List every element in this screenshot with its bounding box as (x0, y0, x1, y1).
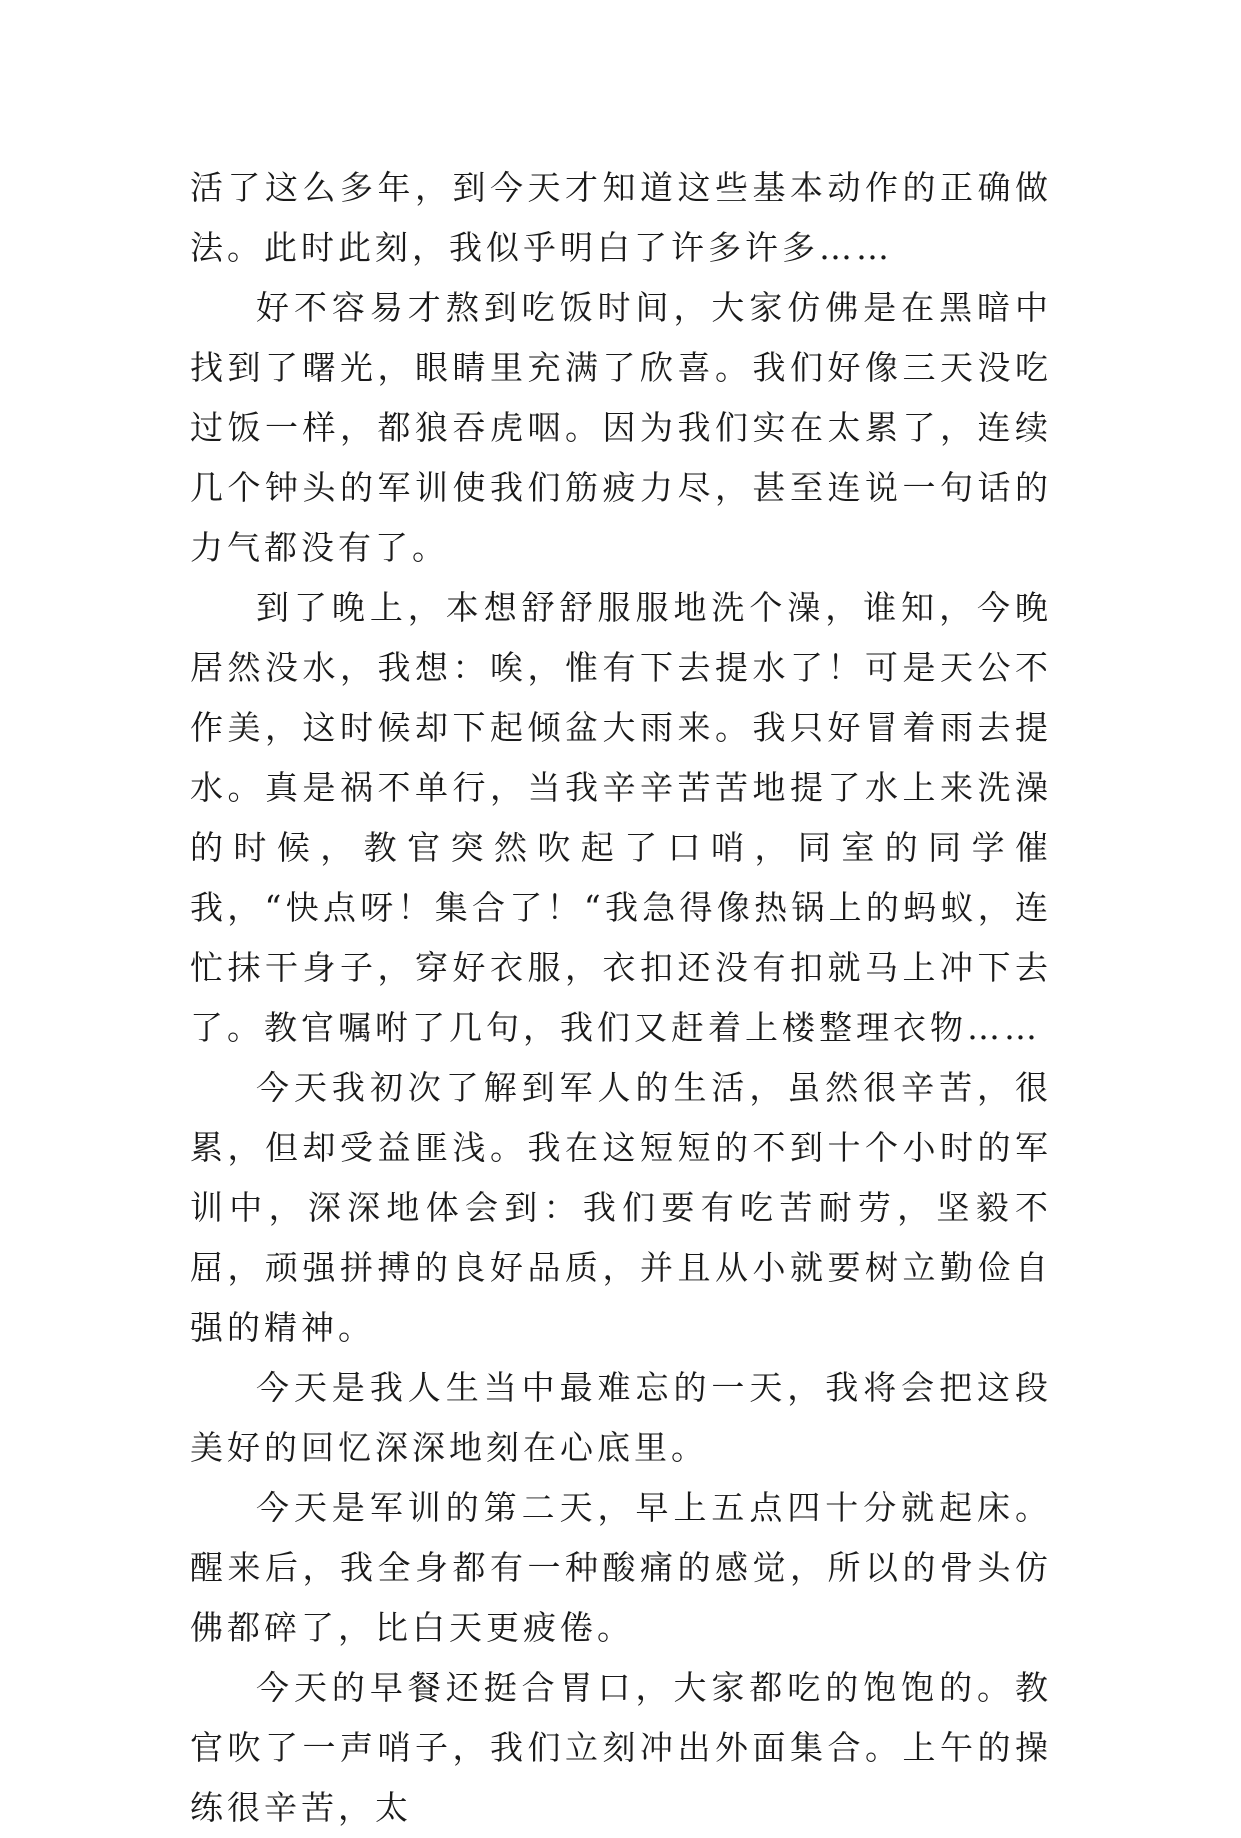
paragraph-4: 今天我初次了解到军人的生活，虽然很辛苦，很累，但却受益匪浅。我在这短短的不到十个小时的军训中，深深地体会到：我们要有吃苦耐劳，坚毅不屈，顽强拼搏的良好品质，并且从小就要树立勤俭自强的精神。 (190, 1068, 1052, 1347)
document-body (190, 158, 1052, 1838)
paragraph-6: 今天是军训的第二天，早上五点四十分就起床。醒来后，我全身都有一种酸痛的感觉，所以的骨头仿佛都碎了，比白天更疲倦。 (190, 1488, 1052, 1647)
paragraph-2: 好不容易才熬到吃饭时间，大家仿佛是在黑暗中找到了曙光，眼睛里充满了欣喜。我们好像三天没吃过饭一样，都狼吞虎咽。因为我们实在太累了，连续几个钟头的军训使我们筋疲力尽，甚至连说一句话的力气都没有了。 (190, 288, 1052, 567)
paragraph-5: 今天是我人生当中最难忘的一天，我将会把这段美好的回忆深深地刻在心底里。 (190, 1368, 1052, 1467)
paragraph-3: 到了晚上，本想舒舒服服地洗个澡，谁知，今晚居然没水，我想：唉，惟有下去提水了！可是天公不作美，这时候却下起倾盆大雨来。我只好冒着雨去提水。真是祸不单行，当我辛辛苦苦地提了水上来洗澡的时候，教官突然吹起了口哨，同室的同学催我，“快点呀！集合了！“我急得像热锅上的蚂蚁，连忙抹干身子，穿好衣服，衣扣还没有扣就马上冲下去了。教官嘱咐了几句，我们又赶着上楼整理衣物…… (190, 588, 1052, 1047)
paragraph-7: 今天的早餐还挺合胃口，大家都吃的饱饱的。教官吹了一声哨子，我们立刻冲出外面集合。上午的操练很辛苦，太 (190, 1668, 1052, 1827)
paragraph-1: 活了这么多年，到今天才知道这些基本动作的正确做法。此时此刻，我似乎明白了许多许多…… (190, 168, 1052, 267)
